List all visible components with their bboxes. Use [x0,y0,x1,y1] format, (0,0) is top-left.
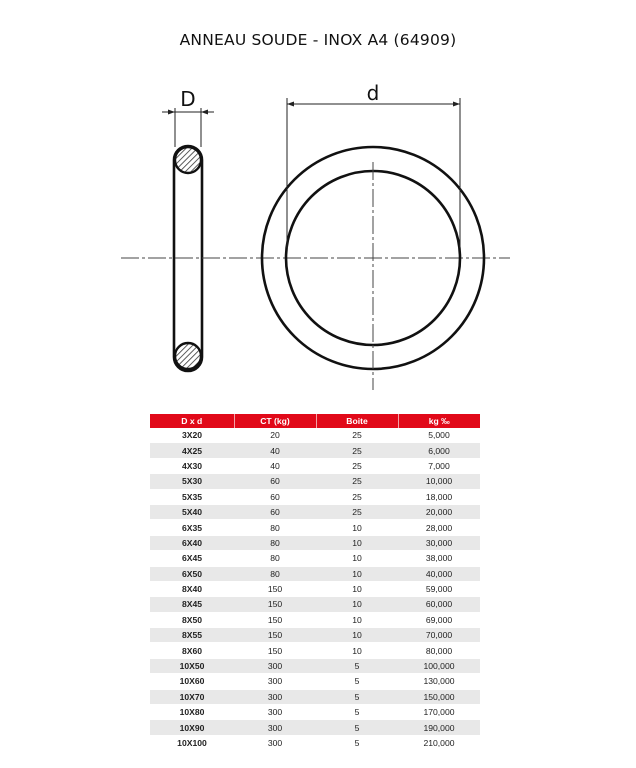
cell-boite: 10 [316,551,398,566]
table-row [150,504,480,519]
cell-kg-per-mille: 30,000 [398,535,480,550]
cell-boite: 25 [316,474,398,489]
cell-dxd: 8X45 [150,597,234,612]
cell-dxd: 4X25 [150,443,234,458]
cell-dxd: 5X40 [150,504,234,519]
cell-dxd: 6X40 [150,535,234,550]
cell-ct-kg: 300 [234,720,316,735]
cell-ct-kg: 150 [234,643,316,658]
dimension-D-label: D [180,87,196,111]
cell-boite: 10 [316,535,398,550]
cell-ct-kg: 150 [234,581,316,596]
cell-kg-per-mille: 70,000 [398,628,480,643]
table-row [150,674,480,689]
cell-boite: 10 [316,597,398,612]
cell-ct-kg: 40 [234,443,316,458]
cell-boite: 25 [316,443,398,458]
table-row [150,658,480,673]
cell-kg-per-mille: 170,000 [398,705,480,720]
cell-kg-per-mille: 60,000 [398,597,480,612]
cell-dxd: 5X35 [150,489,234,504]
cell-kg-per-mille: 6,000 [398,443,480,458]
ring-side-view [162,87,214,371]
table-row [150,566,480,581]
table-body [150,428,480,751]
cell-boite: 25 [316,458,398,473]
cell-ct-kg: 80 [234,535,316,550]
cell-dxd: 10X50 [150,658,234,673]
cell-dxd: 6X45 [150,551,234,566]
cell-kg-per-mille: 130,000 [398,674,480,689]
cell-ct-kg: 60 [234,504,316,519]
cell-kg-per-mille: 7,000 [398,458,480,473]
table-row [150,705,480,720]
cell-ct-kg: 60 [234,474,316,489]
header-boite: Boite [316,414,398,428]
cell-boite: 5 [316,674,398,689]
cell-ct-kg: 300 [234,658,316,673]
cell-kg-per-mille: 80,000 [398,643,480,658]
cell-boite: 25 [316,428,398,443]
cell-kg-per-mille: 38,000 [398,551,480,566]
cell-boite: 5 [316,705,398,720]
cell-dxd: 6X50 [150,566,234,581]
cell-dxd: 10X70 [150,689,234,704]
cell-kg-per-mille: 59,000 [398,581,480,596]
cell-kg-per-mille: 5,000 [398,428,480,443]
table-row [150,443,480,458]
cell-kg-per-mille: 150,000 [398,689,480,704]
table-row [150,597,480,612]
cell-kg-per-mille: 28,000 [398,520,480,535]
cell-boite: 25 [316,489,398,504]
table-row [150,474,480,489]
cross-section-bottom [175,343,201,369]
cell-dxd: 8X40 [150,581,234,596]
page-title: ANNEAU SOUDE - INOX A4 (64909) [179,31,457,49]
cell-ct-kg: 80 [234,551,316,566]
cell-boite: 10 [316,643,398,658]
specification-table [150,414,480,751]
ring-front-view [262,81,484,390]
table-row [150,643,480,658]
table-header-row [150,414,480,428]
cell-boite: 10 [316,628,398,643]
cell-dxd: 8X50 [150,612,234,627]
cell-kg-per-mille: 210,000 [398,735,480,750]
header-ct-kg: CT (kg) [234,414,316,428]
cell-dxd: 5X30 [150,474,234,489]
cell-kg-per-mille: 20,000 [398,504,480,519]
cell-kg-per-mille: 69,000 [398,612,480,627]
table-row [150,489,480,504]
cell-dxd: 4X30 [150,458,234,473]
header-kg-per-mille: kg ‰ [398,414,480,428]
table-row [150,689,480,704]
cell-boite: 5 [316,689,398,704]
table-row [150,428,480,443]
cross-section-top [175,147,201,173]
cell-ct-kg: 150 [234,628,316,643]
cell-boite: 5 [316,735,398,750]
cell-dxd: 10X60 [150,674,234,689]
cell-kg-per-mille: 40,000 [398,566,480,581]
cell-boite: 10 [316,566,398,581]
cell-ct-kg: 20 [234,428,316,443]
cell-boite: 10 [316,520,398,535]
cell-ct-kg: 300 [234,674,316,689]
cell-dxd: 8X55 [150,628,234,643]
table-row [150,458,480,473]
table-row [150,535,480,550]
cell-dxd: 3X20 [150,428,234,443]
cell-kg-per-mille: 18,000 [398,489,480,504]
cell-ct-kg: 40 [234,458,316,473]
cell-ct-kg: 300 [234,735,316,750]
cell-kg-per-mille: 10,000 [398,474,480,489]
cell-kg-per-mille: 100,000 [398,658,480,673]
table-row [150,551,480,566]
cell-ct-kg: 60 [234,489,316,504]
cell-boite: 5 [316,720,398,735]
cell-dxd: 10X90 [150,720,234,735]
dimension-d-label: d [366,81,380,105]
cell-boite: 25 [316,504,398,519]
cell-ct-kg: 150 [234,612,316,627]
table-row [150,628,480,643]
cell-ct-kg: 300 [234,705,316,720]
table-row [150,735,480,750]
cell-dxd: 6X35 [150,520,234,535]
cell-boite: 10 [316,581,398,596]
table-row [150,612,480,627]
table-row [150,720,480,735]
cell-kg-per-mille: 190,000 [398,720,480,735]
header-dxd: D x d [150,414,234,428]
table-row [150,581,480,596]
cell-boite: 5 [316,658,398,673]
cell-ct-kg: 150 [234,597,316,612]
cell-dxd: 10X100 [150,735,234,750]
cell-dxd: 10X80 [150,705,234,720]
cell-ct-kg: 80 [234,566,316,581]
table-row [150,520,480,535]
cell-ct-kg: 80 [234,520,316,535]
cell-ct-kg: 300 [234,689,316,704]
cell-dxd: 8X60 [150,643,234,658]
cell-boite: 10 [316,612,398,627]
